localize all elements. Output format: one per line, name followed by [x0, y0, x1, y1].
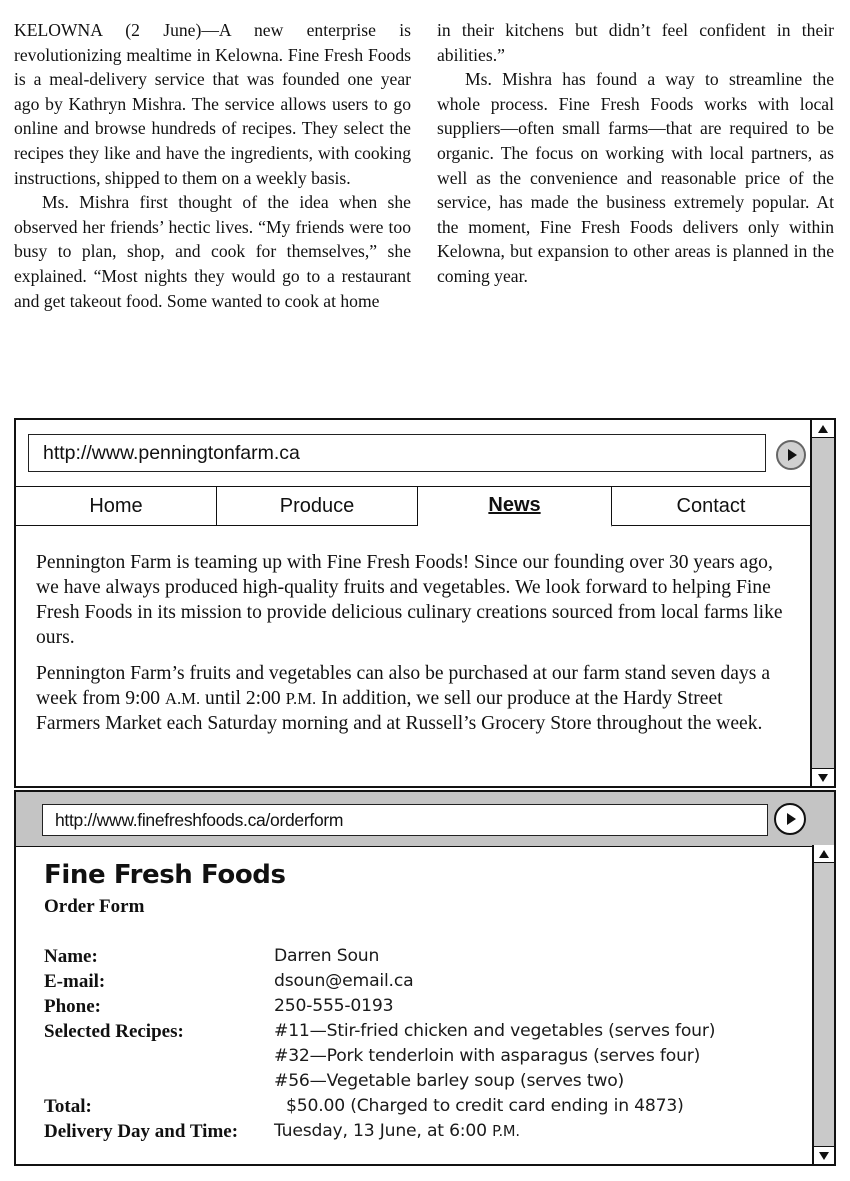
email-label: E-mail:: [44, 971, 106, 992]
article-left-column: [14, 18, 411, 313]
tab-home[interactable]: Home: [16, 487, 217, 525]
tab-news[interactable]: News: [418, 487, 612, 527]
article-paragraph: Ms. Mishra has found a way to streamline the whole process. Fine Fresh Foods works with local suppliers—often small farms—that are required to be organic. The focus on working with local partners, as well as the convenience and reasonable price of the service, has made the business extremely popular. At the moment, Fine Fresh Foods delivers only within Kelowna, but expansion to other areas is planned in the coming year.: [437, 69, 834, 286]
delivery-text: Tuesday, 13 June, at 6:00: [274, 1121, 493, 1141]
news-article: [14, 18, 834, 394]
phone-value: 250-555-0193: [274, 996, 394, 1016]
news-content: [36, 550, 786, 747]
form-row-email: [44, 969, 804, 994]
address-bar[interactable]: [28, 434, 766, 472]
url-text: http://www.penningtonfarm.ca: [43, 441, 300, 464]
order-browser-window: [14, 790, 836, 1166]
form-subtitle: Order Form: [44, 896, 145, 917]
farm-browser-window: [14, 418, 836, 788]
play-icon: [787, 813, 796, 825]
total-label: Total:: [44, 1096, 92, 1117]
scroll-down-button[interactable]: [814, 1146, 834, 1164]
news-paragraph: Pennington Farm is teaming up with Fine Fresh Foods! Since our founding over 30 years ago, we have always produced high-quality fruits and vegetables. We look forward to helping Fine Fresh Foods in its mission to provide delicious culinary creations sourced from local farms like ours.: [36, 552, 783, 648]
url-text: http://www.finefreshfoods.ca/orderform: [55, 809, 344, 830]
arrow-down-icon: [818, 774, 828, 782]
news-paragraph: [36, 661, 786, 736]
delivery-label: Delivery Day and Time:: [44, 1121, 239, 1142]
news-text: In addition, we sell our produce at the Hardy Street Farmers Market each Saturday morning and at Russell’s Grocery Store throughout the week.: [36, 688, 763, 734]
scroll-down-button[interactable]: [812, 768, 834, 786]
vertical-scrollbar[interactable]: [812, 845, 834, 1164]
recipe-item: #56—Vegetable barley soup (serves two): [274, 1071, 625, 1091]
pm-marker: P.M.: [285, 689, 317, 708]
form-row-delivery: [44, 1119, 804, 1144]
scroll-up-button[interactable]: [814, 845, 834, 863]
recipes-value: [274, 1019, 715, 1094]
am-marker: A.M.: [164, 689, 201, 708]
form-row-phone: [44, 994, 804, 1019]
pm-marker: P.M.: [492, 1123, 520, 1140]
play-icon: [788, 449, 797, 461]
delivery-value: [274, 1119, 520, 1144]
total-value: $50.00 (Charged to credit card ending in 4873): [286, 1096, 684, 1116]
form-row-recipes: [44, 1019, 804, 1094]
nav-tabs: [16, 486, 810, 526]
address-bar[interactable]: [42, 804, 768, 836]
article-paragraph: KELOWNA (2 June)—A new enterprise is revolutionizing mealtime in Kelowna. Fine Fresh Foods is a meal-delivery service that was founded one year ago by Kathryn Mishra. The service allows users to go online and browse hundreds of recipes. They select the recipes they like and have the ingredients, with cooking instructions, shipped to them on a weekly basis.: [14, 20, 411, 188]
recipes-label: Selected Recipes:: [44, 1021, 184, 1042]
arrow-up-icon: [819, 850, 829, 858]
arrow-down-icon: [819, 1152, 829, 1160]
vertical-scrollbar[interactable]: [810, 420, 834, 786]
company-title: Fine Fresh Foods: [44, 860, 286, 890]
recipe-item: #32—Pork tenderloin with asparagus (serves four): [274, 1046, 701, 1066]
go-button[interactable]: [776, 440, 806, 470]
arrow-up-icon: [818, 425, 828, 433]
scroll-up-button[interactable]: [812, 420, 834, 438]
tab-contact[interactable]: Contact: [676, 494, 746, 517]
news-text: until 2:00: [200, 688, 286, 709]
order-details: [44, 944, 804, 1144]
article-right-column: [437, 18, 834, 289]
name-value: Darren Soun: [274, 946, 380, 966]
recipe-item: #11—Stir-fried chicken and vegetables (serves four): [274, 1021, 716, 1041]
form-row-total: [44, 1094, 804, 1119]
phone-label: Phone:: [44, 996, 101, 1017]
form-row-name: [44, 944, 804, 969]
article-paragraph: in their kitchens but didn’t feel confident in their abilities.”: [437, 20, 834, 65]
go-button[interactable]: [774, 803, 806, 835]
article-paragraph: Ms. Mishra first thought of the idea when she observed her friends’ hectic lives. “My friends were too busy to plan, shop, and cook for themselves,” she explained. “Most nights they would go to a restaurant and get takeout food. Some wanted to cook at home: [14, 192, 411, 311]
news-text: Pennington Farm’s fruits and vegetables can also be purchased at our farm stand seven days a week from 9:00: [36, 663, 771, 709]
name-label: Name:: [44, 946, 98, 967]
email-value: dsoun@email.ca: [274, 971, 414, 991]
tab-produce[interactable]: Produce: [217, 487, 418, 525]
